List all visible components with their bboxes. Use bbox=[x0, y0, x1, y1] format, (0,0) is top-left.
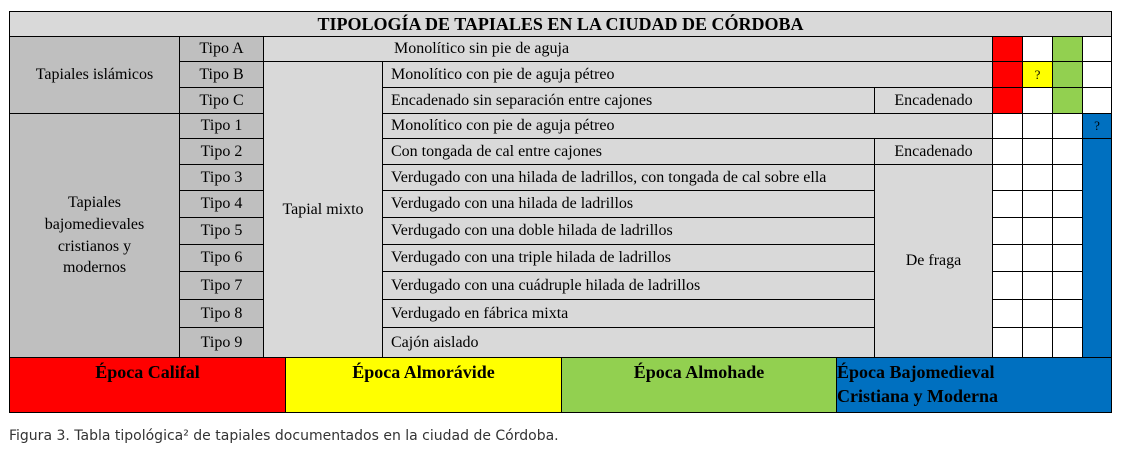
type-label: Tipo 8 bbox=[179, 299, 264, 328]
type-label: Tipo A bbox=[179, 36, 264, 62]
type-label: Tipo 2 bbox=[179, 138, 264, 165]
type-label: Tipo 5 bbox=[179, 217, 264, 245]
description-cell: Con tongada de cal entre cajones bbox=[382, 138, 875, 165]
row-divider bbox=[992, 244, 1083, 245]
row-divider bbox=[992, 327, 1083, 328]
description-cell: Verdugado con una doble hilada de ladrillos bbox=[382, 217, 875, 245]
group-islamic: Tapiales islámicos bbox=[9, 36, 180, 114]
period-marker bbox=[1082, 36, 1112, 62]
description-cell: Verdugado con una triple hilada de ladrillos bbox=[382, 244, 875, 272]
period-marker bbox=[1082, 87, 1112, 114]
row-divider bbox=[992, 164, 1083, 165]
row-divider bbox=[992, 190, 1083, 191]
period-marker-uncertain: ? bbox=[1082, 113, 1112, 139]
group-christian bbox=[9, 113, 180, 358]
period-marker bbox=[1022, 87, 1053, 114]
legend-bajomedieval-line: Época Bajomedieval bbox=[837, 362, 995, 382]
group-christian-line: modernos bbox=[62, 259, 127, 277]
legend-bajomedieval bbox=[836, 357, 1112, 413]
description-cell: Monolítico con pie de aguja pétreo bbox=[382, 61, 993, 88]
period-marker bbox=[1052, 113, 1083, 358]
description-cell: Verdugado en fábrica mixta bbox=[382, 299, 875, 328]
row-divider bbox=[992, 271, 1083, 272]
group-christian-line: Tapiales bbox=[67, 194, 122, 212]
joint-cell: Encadenado bbox=[874, 138, 993, 165]
period-marker bbox=[992, 87, 1023, 114]
table-title: TIPOLOGÍA DE TAPIALES EN LA CIUDAD DE CÓRDOBA bbox=[9, 11, 1112, 37]
row-divider bbox=[992, 217, 1083, 218]
period-marker bbox=[1082, 61, 1112, 88]
type-label: Tipo C bbox=[179, 87, 264, 114]
type-label: Tipo 4 bbox=[179, 190, 264, 218]
period-marker-uncertain: ? bbox=[1022, 61, 1053, 88]
period-marker bbox=[1082, 138, 1112, 358]
description-cell: Cajón aislado bbox=[382, 327, 875, 358]
type-label: Tipo 3 bbox=[179, 164, 264, 191]
period-marker bbox=[1052, 61, 1083, 88]
period-marker bbox=[992, 36, 1023, 62]
description-cell: Verdugado con una hilada de ladrillos bbox=[382, 190, 875, 218]
row-divider bbox=[992, 138, 1083, 139]
period-marker bbox=[992, 113, 1023, 358]
type-label: Tipo 7 bbox=[179, 271, 264, 300]
legend-almohade: Época Almohade bbox=[561, 357, 837, 413]
period-marker bbox=[1022, 113, 1053, 358]
type-label: Tipo 1 bbox=[179, 113, 264, 139]
legend-califal: Época Califal bbox=[9, 357, 286, 413]
legend-bajomedieval-line: Cristiana y Moderna bbox=[837, 386, 998, 407]
joint-cell: Encadenado bbox=[874, 87, 993, 114]
period-marker bbox=[992, 61, 1023, 88]
period-marker bbox=[1052, 87, 1083, 114]
group-christian-line: cristianos y bbox=[57, 237, 132, 255]
figure-caption: Figura 3. Tabla tipológica² de tapiales documentados en la ciudad de Córdoba. bbox=[9, 428, 559, 444]
group-christian-line: bajomedievales bbox=[44, 215, 145, 233]
period-marker bbox=[1022, 36, 1053, 62]
description-cell: Verdugado con una cuádruple hilada de ladrillos bbox=[382, 271, 875, 300]
description-cell: Verdugado con una hilada de ladrillos, con tongada de cal sobre ella bbox=[382, 164, 875, 191]
legend-almoravide: Época Almorávide bbox=[285, 357, 562, 413]
joint-cell: De fraga bbox=[874, 164, 993, 358]
description-cell: Monolítico con pie de aguja pétreo bbox=[382, 113, 993, 139]
description-cell: Encadenado sin separación entre cajones bbox=[382, 87, 875, 114]
mixed-tapial-cell: Tapial mixto bbox=[263, 61, 383, 358]
row-divider bbox=[992, 299, 1083, 300]
type-label: Tipo B bbox=[179, 61, 264, 88]
type-label: Tipo 6 bbox=[179, 244, 264, 272]
description-cell: Monolítico sin pie de aguja bbox=[263, 36, 993, 62]
period-marker bbox=[1052, 36, 1083, 62]
type-label: Tipo 9 bbox=[179, 327, 264, 358]
